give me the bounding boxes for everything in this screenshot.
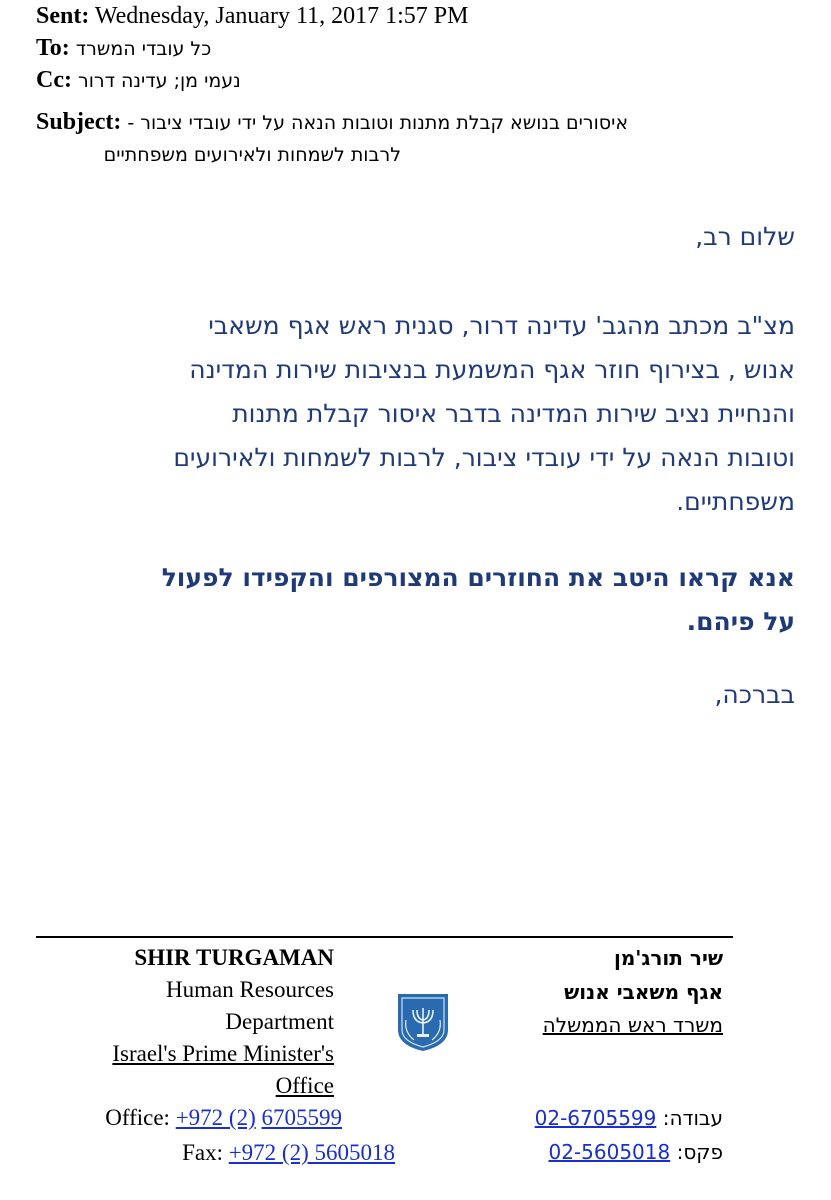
to-label: To: xyxy=(36,35,70,61)
greeting: שלום רב, xyxy=(695,222,795,251)
subject-value-line1: איסורים בנושא קבלת מתנות וטובות הנאה על ידי עובדי ציבור - xyxy=(127,112,629,134)
sent-header xyxy=(36,2,469,30)
signature-divider xyxy=(36,936,733,938)
sig-he-fax xyxy=(548,1140,723,1164)
cc-value: נעמי מן; עדינה דרור xyxy=(77,70,241,92)
sig-en-org-line2[interactable]: Office xyxy=(275,1073,334,1098)
sig-he-work xyxy=(535,1106,723,1130)
body-paragraph-2 xyxy=(162,556,795,644)
fax-label: Fax: xyxy=(182,1140,223,1165)
he-fax-phone-link[interactable]: 02-5605018 xyxy=(548,1140,671,1164)
he-fax-label: פקס: xyxy=(676,1140,723,1164)
sig-en-dept-line1: Human Resources xyxy=(166,977,334,1002)
paragraph-line: אנא קראו היטב את החוזרים המצורפים והקפידו לפעול xyxy=(161,563,795,592)
paragraph-line: משפחתיים. xyxy=(676,487,795,516)
paragraph-line: על פיהם. xyxy=(686,607,795,636)
paragraph-line: וטובות הנאה על ידי עובדי ציבור, לרבות לשמחות ולאירועים xyxy=(173,443,795,472)
paragraph-line: אנוש , בצירוף חוזר אגף המשמעת בנציבות שירות המדינה xyxy=(189,355,795,384)
office-phone-link-part1[interactable]: +972 (2) xyxy=(175,1105,256,1130)
cc-label: Cc: xyxy=(36,67,72,93)
to-value: כל עובדי המשרד xyxy=(75,38,212,60)
closing: בברכה, xyxy=(714,680,795,709)
subject-value-line2: לרבות לשמחות ולאירועים משפחתיים xyxy=(103,144,401,166)
subject-label: Subject: xyxy=(36,109,122,135)
sig-en-fax xyxy=(182,1137,395,1169)
fax-phone-link[interactable]: +972 (2) 5605018 xyxy=(228,1140,395,1165)
to-header xyxy=(36,34,211,63)
paragraph-line: והנחיית נציב שירות המדינה בדבר איסור קבלת מתנות xyxy=(232,399,795,428)
state-emblem-icon xyxy=(392,990,454,1052)
work-label: עבודה: xyxy=(662,1106,723,1130)
sig-en-org-line1[interactable]: Israel's Prime Minister's xyxy=(112,1041,334,1066)
sent-label: Sent: xyxy=(36,3,90,29)
cc-header xyxy=(36,66,241,95)
paragraph-line: מצ"ב מכתב מהגב' עדינה דרור, סגנית ראש אגף משאבי xyxy=(208,311,795,340)
office-label: Office: xyxy=(105,1105,170,1130)
sent-value: Wednesday, January 11, 2017 1:57 PM xyxy=(94,3,469,29)
sig-en-dept-line2: Department xyxy=(225,1009,334,1034)
work-phone-link[interactable]: 02-6705599 xyxy=(534,1106,657,1130)
sig-he-name: שיר תורג'מן xyxy=(613,946,723,970)
sig-he-org[interactable]: משרד ראש הממשלה xyxy=(542,1013,723,1037)
body-paragraph-1 xyxy=(173,304,795,524)
sig-en-office xyxy=(105,1102,342,1134)
subject-header xyxy=(36,108,796,137)
sig-he-dept: אגף משאבי אנוש xyxy=(564,980,723,1004)
sig-en-name: SHIR TURGAMAN xyxy=(134,945,334,970)
office-phone-link-part2[interactable]: 6705599 xyxy=(261,1105,342,1130)
